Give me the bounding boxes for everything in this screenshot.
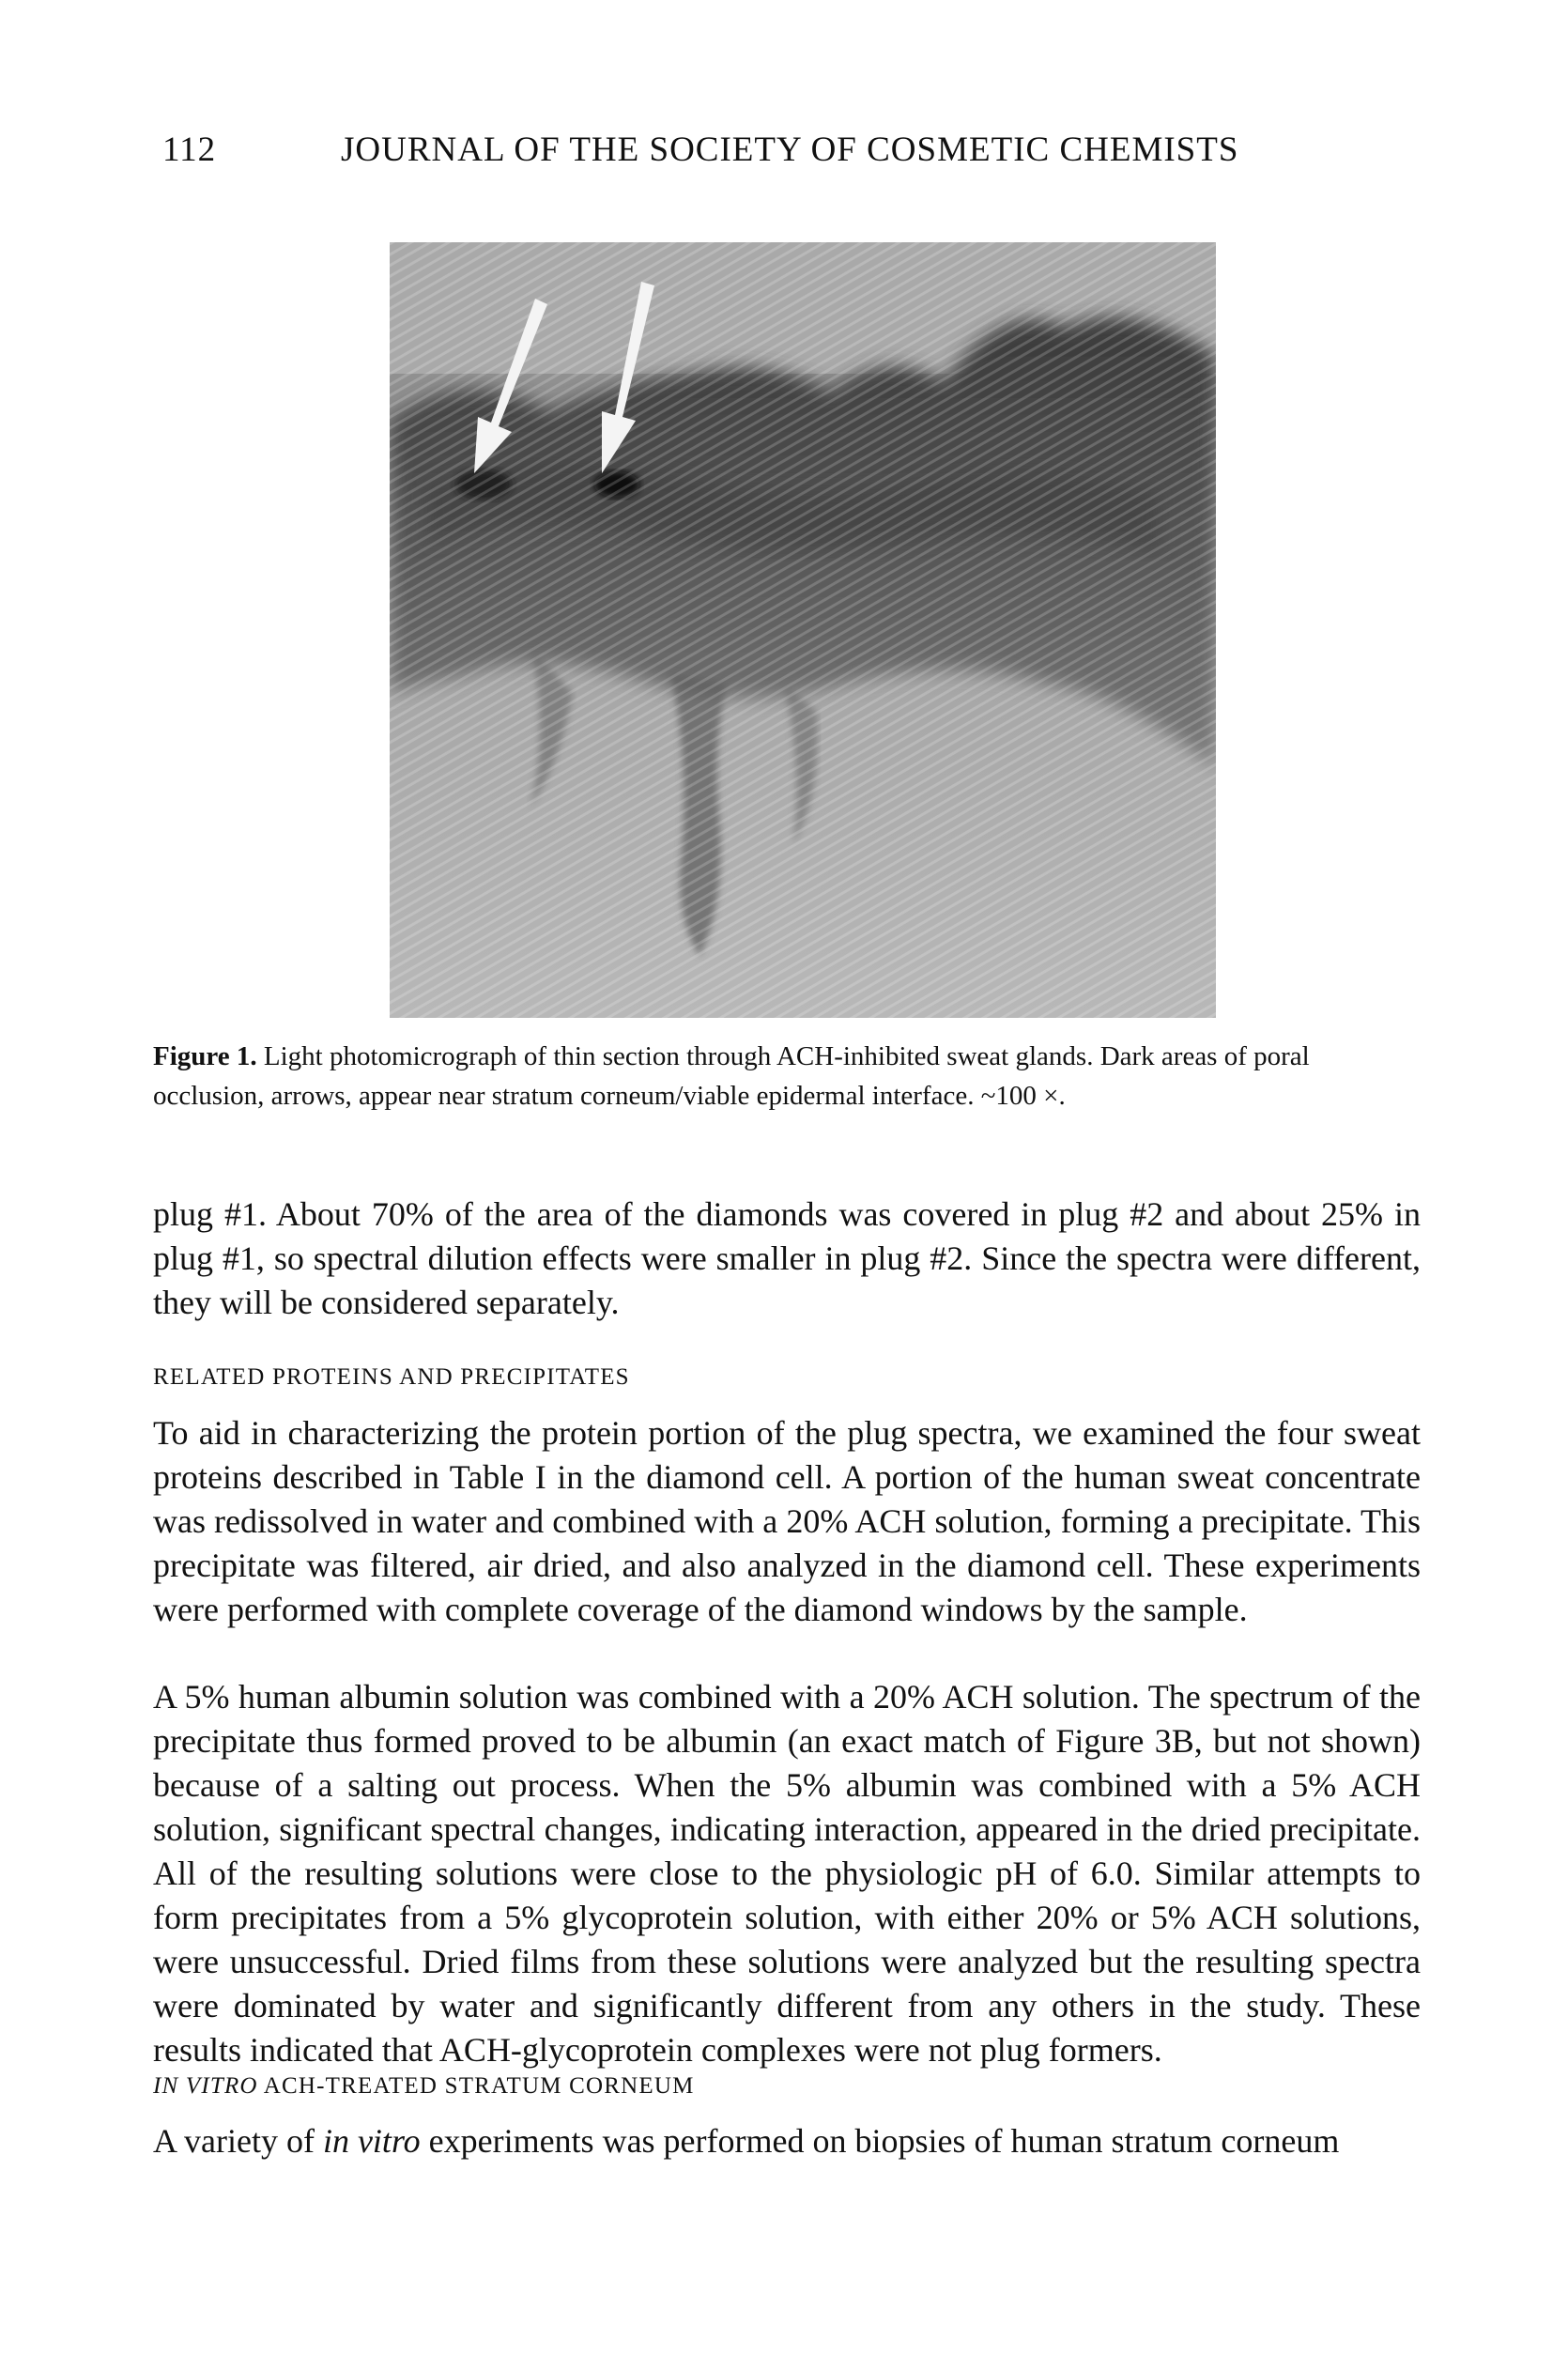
section-heading-italic: IN VITRO: [153, 2073, 258, 2099]
page-header: [153, 130, 1421, 186]
section-heading: [153, 2073, 695, 2100]
paragraph: plug #1. About 70% of the area of the diamonds was covered in plug #2 and about 25% in plug #1, so spectral dilution effects were smaller in plug #2. Since the spectra were different, they will be considered separately.: [153, 1195, 1421, 1321]
paragraph: A 5% human albumin solution was combined with a 20% ACH solution. The spectrum of the precipitate thus formed proved to be albumin (an exact match of Figure 3B, but not shown) because of a salting out process. When the 5% albumin was combined with a 5% ACH solution, significant spectral changes, indicating interaction, appeared in the dried precipitate. All of the resulting solutions were close to the physiologic pH of 6.0. Similar attempts to form precipitates from a 5% glycoprotein solution, with either 20% or 5% ACH solutions, were unsuccessful. Dried films from these solutions were analyzed but the resulting spectra were dominated by water and significantly different from any others in the study. These results indicated that ACH-glycoprotein complexes were not plug formers.: [153, 1678, 1421, 2069]
section-heading: RELATED PROTEINS AND PRECIPITATES: [153, 1364, 630, 1390]
figure-label: Figure 1.: [153, 1041, 257, 1071]
figure-photomicrograph: [390, 242, 1216, 1018]
paragraph-italic: in vitro: [322, 2122, 421, 2160]
journal-title: JOURNAL OF THE SOCIETY OF COSMETIC CHEMISTS: [341, 131, 1239, 169]
figure-caption-text: Light photomicrograph of thin section through ACH-inhibited sweat glands. Dark areas of poral occlusion, arrows, appear near stratum corneum/viable epidermal interface. ~100 ×.: [153, 1041, 1310, 1111]
section-heading-rest: ACH-TREATED STRATUM CORNEUM: [257, 2073, 695, 2099]
figure-caption: [153, 1037, 1421, 1116]
paragraph: To aid in characterizing the protein portion of the plug spectra, we examined the four sweat proteins described in Table I in the diamond cell. A portion of the human sweat concentrate was redissolved in water and combined with a 20% ACH solution, forming a precipitate. This precipitate was filtered, air dried, and also analyzed in the diamond cell. These experiments were performed with complete coverage of the diamond windows by the sample.: [153, 1414, 1421, 1628]
paragraph-text: experiments was performed on biopsies of human stratum corneum: [420, 2122, 1340, 2160]
paragraph: [153, 2119, 1421, 2163]
photomicrograph-image: [390, 242, 1216, 1018]
paragraph-text: A variety of: [153, 2122, 323, 2160]
page-number: 112: [162, 131, 217, 169]
